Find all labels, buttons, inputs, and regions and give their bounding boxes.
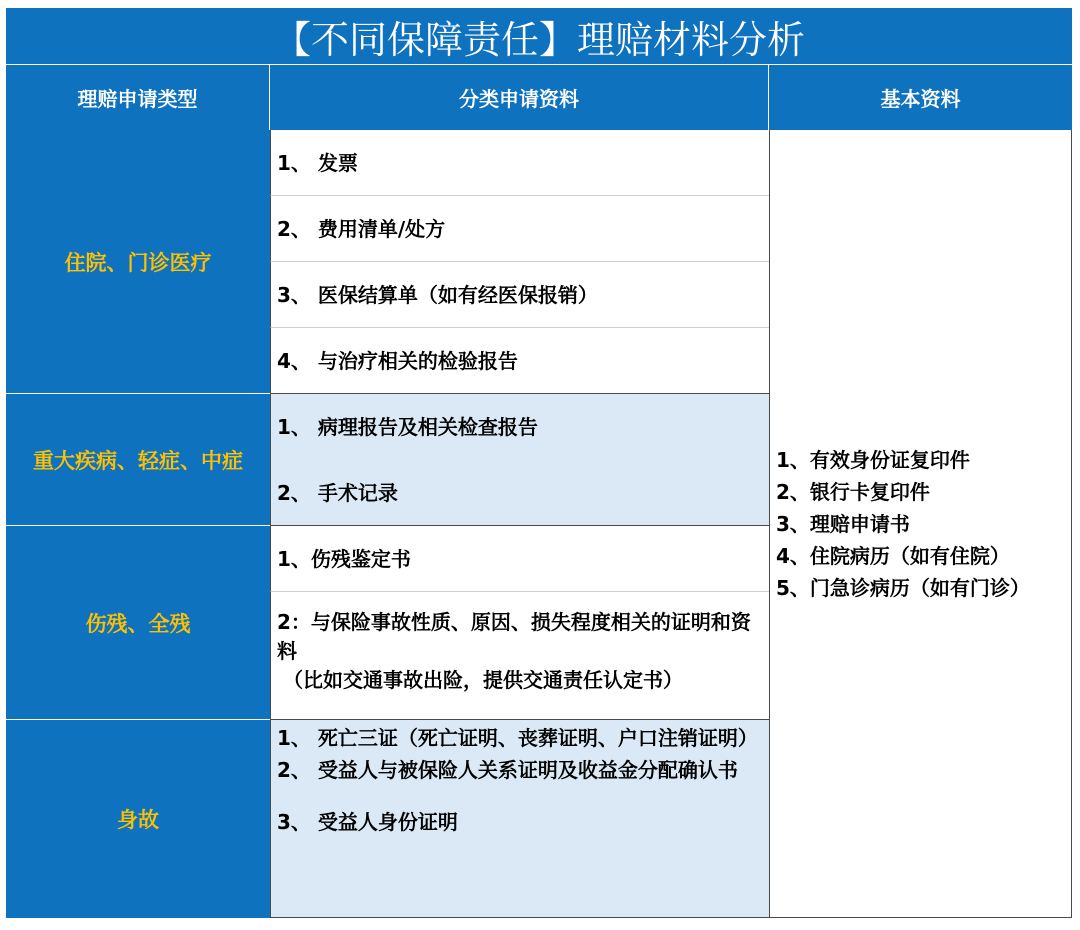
basic-item-4: 4、住院病历（如有住院）	[776, 543, 1010, 568]
death-item-1: 1、 死亡三证（死亡证明、丧葬证明、户口注销证明）	[277, 726, 758, 750]
medical-item-1: 1、 发票	[270, 130, 770, 196]
medical-item-2: 2、 费用清单/处方	[270, 196, 770, 262]
critical-illness-items	[270, 394, 770, 526]
medical-item-4: 4、 与治疗相关的检验报告	[270, 328, 770, 394]
basic-item-2: 2、银行卡复印件	[776, 479, 930, 504]
disability-item-2-note: （比如交通事故出险，提供交通责任认定书）	[283, 668, 683, 692]
page-title: 【不同保障责任】理赔材料分析	[6, 8, 1072, 64]
basic-item-5: 5、门急诊病历（如有门诊）	[776, 575, 1030, 600]
disability-item-1: 1、伤残鉴定书	[270, 526, 770, 592]
header-category-materials: 分类申请资料	[270, 65, 769, 130]
death-item-2: 2、 受益人与被保险人关系证明及收益金分配确认书	[277, 758, 738, 782]
claim-type-critical-illness: 重大疾病、轻症、中症	[6, 394, 270, 526]
critical-item-1: 1、 病理报告及相关检查报告	[277, 415, 538, 439]
disability-item-2-cell	[270, 592, 770, 720]
header-claim-type: 理赔申请类型	[6, 65, 270, 130]
basic-item-3: 3、理赔申请书	[776, 511, 910, 536]
claim-type-disability: 伤残、全残	[6, 526, 270, 720]
basic-item-1: 1、有效身份证复印件	[776, 447, 970, 472]
basic-materials-cell	[769, 130, 1072, 918]
critical-item-2: 2、 手术记录	[277, 481, 398, 505]
death-items	[270, 720, 770, 918]
claim-type-death: 身故	[6, 720, 270, 918]
header-basic-materials: 基本资料	[769, 65, 1072, 130]
medical-item-3: 3、 医保结算单（如有经医保报销）	[270, 262, 770, 328]
claim-type-medical: 住院、门诊医疗	[6, 130, 270, 394]
death-item-3: 3、 受益人身份证明	[277, 810, 458, 834]
disability-item-2: 2：与保险事故性质、原因、损失程度相关的证明和资料	[277, 610, 751, 663]
